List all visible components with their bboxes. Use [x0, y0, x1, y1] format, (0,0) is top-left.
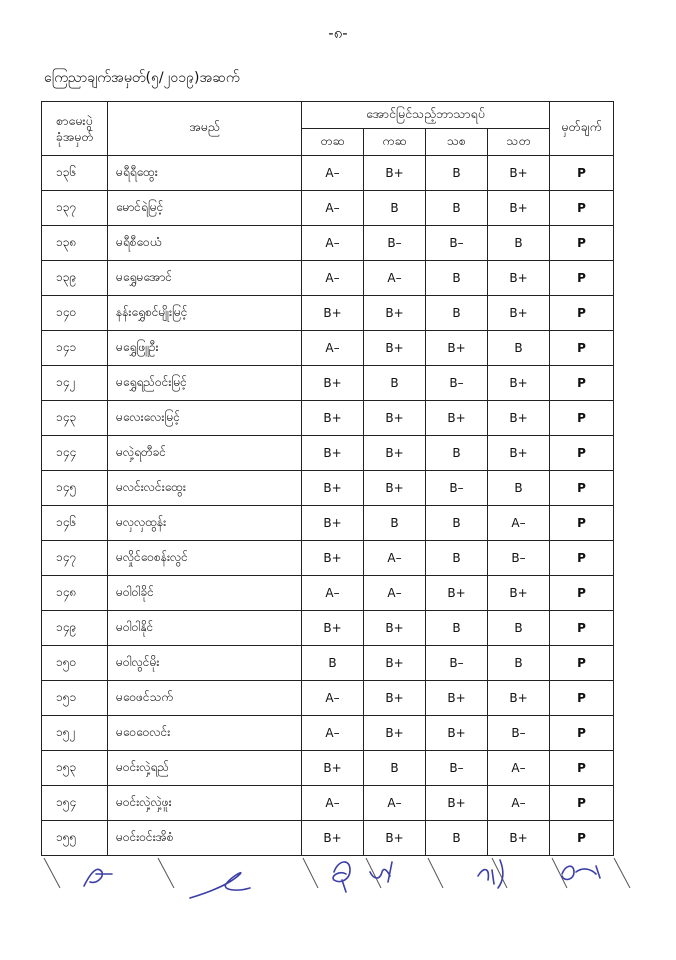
name-cell: မလေးလေးမြင့် [108, 401, 302, 436]
remark-cell: P [550, 611, 614, 646]
grade-cell: B [488, 611, 550, 646]
roll-number-cell: ၁၃၈ [42, 226, 108, 261]
remark-cell: P [550, 331, 614, 366]
roll-number-cell: ၁၅၃ [42, 751, 108, 786]
grade-cell: A– [302, 191, 364, 226]
grade-cell: A– [364, 541, 426, 576]
grade-cell: B+ [426, 401, 488, 436]
roll-number-cell: ၁၅၁ [42, 681, 108, 716]
roll-number-cell: ၁၄၁ [42, 331, 108, 366]
name-cell: မရွှေရည်ဝင်းမြင့် [108, 366, 302, 401]
grade-cell: B [426, 261, 488, 296]
grade-cell: B+ [426, 576, 488, 611]
column-continuation-line [552, 858, 567, 888]
roll-number-cell: ၁၄၈ [42, 576, 108, 611]
name-cell: မောင်ရဲမြင့် [108, 191, 302, 226]
grade-cell: B [488, 471, 550, 506]
grade-cell: B+ [302, 541, 364, 576]
roll-number-cell: ၁၄၆ [42, 506, 108, 541]
grade-cell: B+ [364, 646, 426, 681]
roll-number-cell: ၁၄၃ [42, 401, 108, 436]
table-row [42, 576, 614, 611]
remark-cell: P [550, 716, 614, 751]
grade-cell: B+ [488, 681, 550, 716]
table-row [42, 366, 614, 401]
grade-cell: B+ [488, 401, 550, 436]
grade-cell: B [364, 751, 426, 786]
grade-cell: B [426, 611, 488, 646]
table-row [42, 786, 614, 821]
grade-cell: B– [426, 366, 488, 401]
grade-cell: B [364, 366, 426, 401]
grade-cell: B [364, 506, 426, 541]
roll-number-cell: ၁၄၉ [42, 611, 108, 646]
name-cell: မဝေဖင်သက် [108, 681, 302, 716]
roll-number-header [42, 102, 108, 156]
remark-cell: P [550, 261, 614, 296]
grade-cell: B+ [302, 821, 364, 856]
grades-group-header: အောင်မြင်သည့်ဘာသာရပ် [302, 102, 550, 129]
name-cell: မလင်းလင်းထွေး [108, 471, 302, 506]
grade-cell: B [364, 191, 426, 226]
name-cell: နန်းရွှေစင်မျိုးမြင့် [108, 296, 302, 331]
roll-number-cell: ၁၄၂ [42, 366, 108, 401]
grade-cell: A– [302, 261, 364, 296]
grade-cell: B– [488, 716, 550, 751]
grade-cell: B+ [364, 471, 426, 506]
grade-cell: B [426, 191, 488, 226]
grade-cell: B+ [302, 436, 364, 471]
grade-cell: B– [426, 471, 488, 506]
grade-cell: B– [426, 751, 488, 786]
document-heading: ကြေညာချက်အမှတ်(၅/၂၀၁၉)အဆက် [44, 70, 240, 86]
signature-2 [190, 873, 250, 898]
grade-cell: B+ [302, 401, 364, 436]
grade-cell: B+ [364, 156, 426, 191]
table-row [42, 436, 614, 471]
grade-cell: B [426, 821, 488, 856]
grade-cell: B+ [364, 296, 426, 331]
grade-cell: A– [302, 576, 364, 611]
roll-number-cell: ၁၃၇ [42, 191, 108, 226]
remark-cell: P [550, 576, 614, 611]
table-row [42, 401, 614, 436]
remark-cell: P [550, 751, 614, 786]
table-row [42, 471, 614, 506]
column-continuation-line [428, 858, 443, 888]
grade-cell: B+ [426, 331, 488, 366]
name-cell: မလှလှထွန်း [108, 506, 302, 541]
subject-header: တဆ [302, 129, 364, 156]
table-row [42, 646, 614, 681]
remark-cell: P [550, 681, 614, 716]
name-cell: မဝင်းလှဲ့ရည် [108, 751, 302, 786]
remark-cell: P [550, 191, 614, 226]
table-row [42, 611, 614, 646]
grade-cell: A– [488, 751, 550, 786]
remark-cell: P [550, 541, 614, 576]
table-header [42, 102, 614, 156]
grade-cell: B+ [488, 576, 550, 611]
grade-cell: A– [302, 716, 364, 751]
name-cell: မရွှေဖြူဦး [108, 331, 302, 366]
name-cell: မရီရီထွေး [108, 156, 302, 191]
grade-cell: B+ [302, 506, 364, 541]
grade-cell: B [488, 646, 550, 681]
table-row [42, 506, 614, 541]
grade-cell: B [426, 156, 488, 191]
remark-header: မှတ်ချက် [550, 102, 614, 156]
roll-number-cell: ၁၅၅ [42, 821, 108, 856]
remark-cell: P [550, 506, 614, 541]
roll-number-cell: ၁၄၇ [42, 541, 108, 576]
grade-cell: B– [426, 646, 488, 681]
grade-cell: A– [302, 156, 364, 191]
grade-cell: B+ [302, 611, 364, 646]
roll-number-cell: ၁၄၀ [42, 296, 108, 331]
name-cell: မဝင်းလှဲ့လှဲ့ဖူး [108, 786, 302, 821]
remark-cell: P [550, 786, 614, 821]
remark-cell: P [550, 401, 614, 436]
roll-number-cell: ၁၃၉ [42, 261, 108, 296]
table-row [42, 751, 614, 786]
signature-5 [478, 860, 503, 888]
grade-cell: A– [488, 506, 550, 541]
table-row [42, 191, 614, 226]
name-cell: မလှဲ့ရတီခင် [108, 436, 302, 471]
grade-cell: A– [302, 331, 364, 366]
grade-cell: B [488, 226, 550, 261]
grade-cell: B+ [302, 471, 364, 506]
grade-cell: B [302, 646, 364, 681]
signature-1 [84, 869, 112, 886]
name-cell: မရီစီဝေယံ [108, 226, 302, 261]
roll-number-cell: ၁၅၀ [42, 646, 108, 681]
grade-cell: B+ [488, 436, 550, 471]
grade-cell: B+ [488, 191, 550, 226]
table-row [42, 681, 614, 716]
grade-cell: A– [364, 786, 426, 821]
grade-cell: B+ [488, 156, 550, 191]
column-continuation-line [303, 858, 318, 888]
grade-cell: B [426, 296, 488, 331]
page-number: -၈- [328, 24, 348, 42]
grade-cell: B+ [302, 296, 364, 331]
name-cell: မလှိုင်ဝေစန်းလွင် [108, 541, 302, 576]
grade-cell: A– [302, 226, 364, 261]
signature-area [0, 840, 676, 960]
grade-cell: A– [364, 576, 426, 611]
grade-cell: B– [488, 541, 550, 576]
roll-number-cell: ၁၅၄ [42, 786, 108, 821]
grade-cell: B+ [364, 821, 426, 856]
table-row [42, 156, 614, 191]
grade-cell: B+ [364, 716, 426, 751]
table-row [42, 226, 614, 261]
name-cell: မဝေဝေလင်း [108, 716, 302, 751]
name-header: အမည် [108, 102, 302, 156]
grade-cell: B [426, 506, 488, 541]
roll-number-cell: ၁၄၅ [42, 471, 108, 506]
column-continuation-line [366, 858, 381, 888]
column-continuation-line [44, 858, 60, 888]
remark-cell: P [550, 436, 614, 471]
table-row [42, 296, 614, 331]
results-table [41, 101, 614, 856]
remark-cell: P [550, 296, 614, 331]
subject-header: သတ [488, 129, 550, 156]
grade-cell: A– [488, 786, 550, 821]
grade-cell: A– [302, 681, 364, 716]
grade-cell: B [426, 541, 488, 576]
grade-cell: B+ [302, 366, 364, 401]
grade-cell: B+ [364, 436, 426, 471]
grade-cell: B+ [426, 681, 488, 716]
grade-cell: B+ [488, 261, 550, 296]
grade-cell: B– [426, 226, 488, 261]
column-continuation-line [158, 858, 174, 888]
subject-header: သစ [426, 129, 488, 156]
table-row [42, 261, 614, 296]
table-row [42, 541, 614, 576]
grade-cell: A– [302, 786, 364, 821]
grade-cell: B+ [426, 786, 488, 821]
grade-cell: A– [364, 261, 426, 296]
grade-cell: B+ [364, 331, 426, 366]
grade-cell: B+ [364, 401, 426, 436]
remark-cell: P [550, 156, 614, 191]
grade-cell: B+ [364, 611, 426, 646]
grade-cell: B+ [488, 821, 550, 856]
grade-cell: B+ [364, 681, 426, 716]
roll-number-cell: ၁၃၆ [42, 156, 108, 191]
roll-number-cell: ၁၅၂ [42, 716, 108, 751]
name-cell: မဝါဝါခိုင် [108, 576, 302, 611]
subject-header: ကဆ [364, 129, 426, 156]
grade-cell: B [488, 331, 550, 366]
table-row [42, 716, 614, 751]
remark-cell: P [550, 366, 614, 401]
grade-cell: B+ [488, 296, 550, 331]
signature-3 [333, 862, 350, 892]
roll-number-header-line1: စာမေးပွဲ [56, 112, 93, 128]
grade-cell: B [426, 436, 488, 471]
remark-cell: P [550, 471, 614, 506]
remark-cell: P [550, 821, 614, 856]
grade-cell: B+ [426, 716, 488, 751]
roll-number-header-line2: ခုံအမှတ် [55, 128, 94, 144]
name-cell: မဝါဝါနိုင် [108, 611, 302, 646]
table-row [42, 331, 614, 366]
table-body [42, 156, 614, 856]
remark-cell: P [550, 646, 614, 681]
name-cell: မဝါလွင်မိုး [108, 646, 302, 681]
name-cell: မရွှေမအောင် [108, 261, 302, 296]
signature-6 [562, 866, 600, 879]
grade-cell: B+ [488, 366, 550, 401]
column-continuation-line [614, 858, 630, 888]
grade-cell: B– [364, 226, 426, 261]
grade-cell: B+ [302, 751, 364, 786]
name-cell: မဝင်းဝင်းအိစံ [108, 821, 302, 856]
remark-cell: P [550, 226, 614, 261]
roll-number-cell: ၁၄၄ [42, 436, 108, 471]
